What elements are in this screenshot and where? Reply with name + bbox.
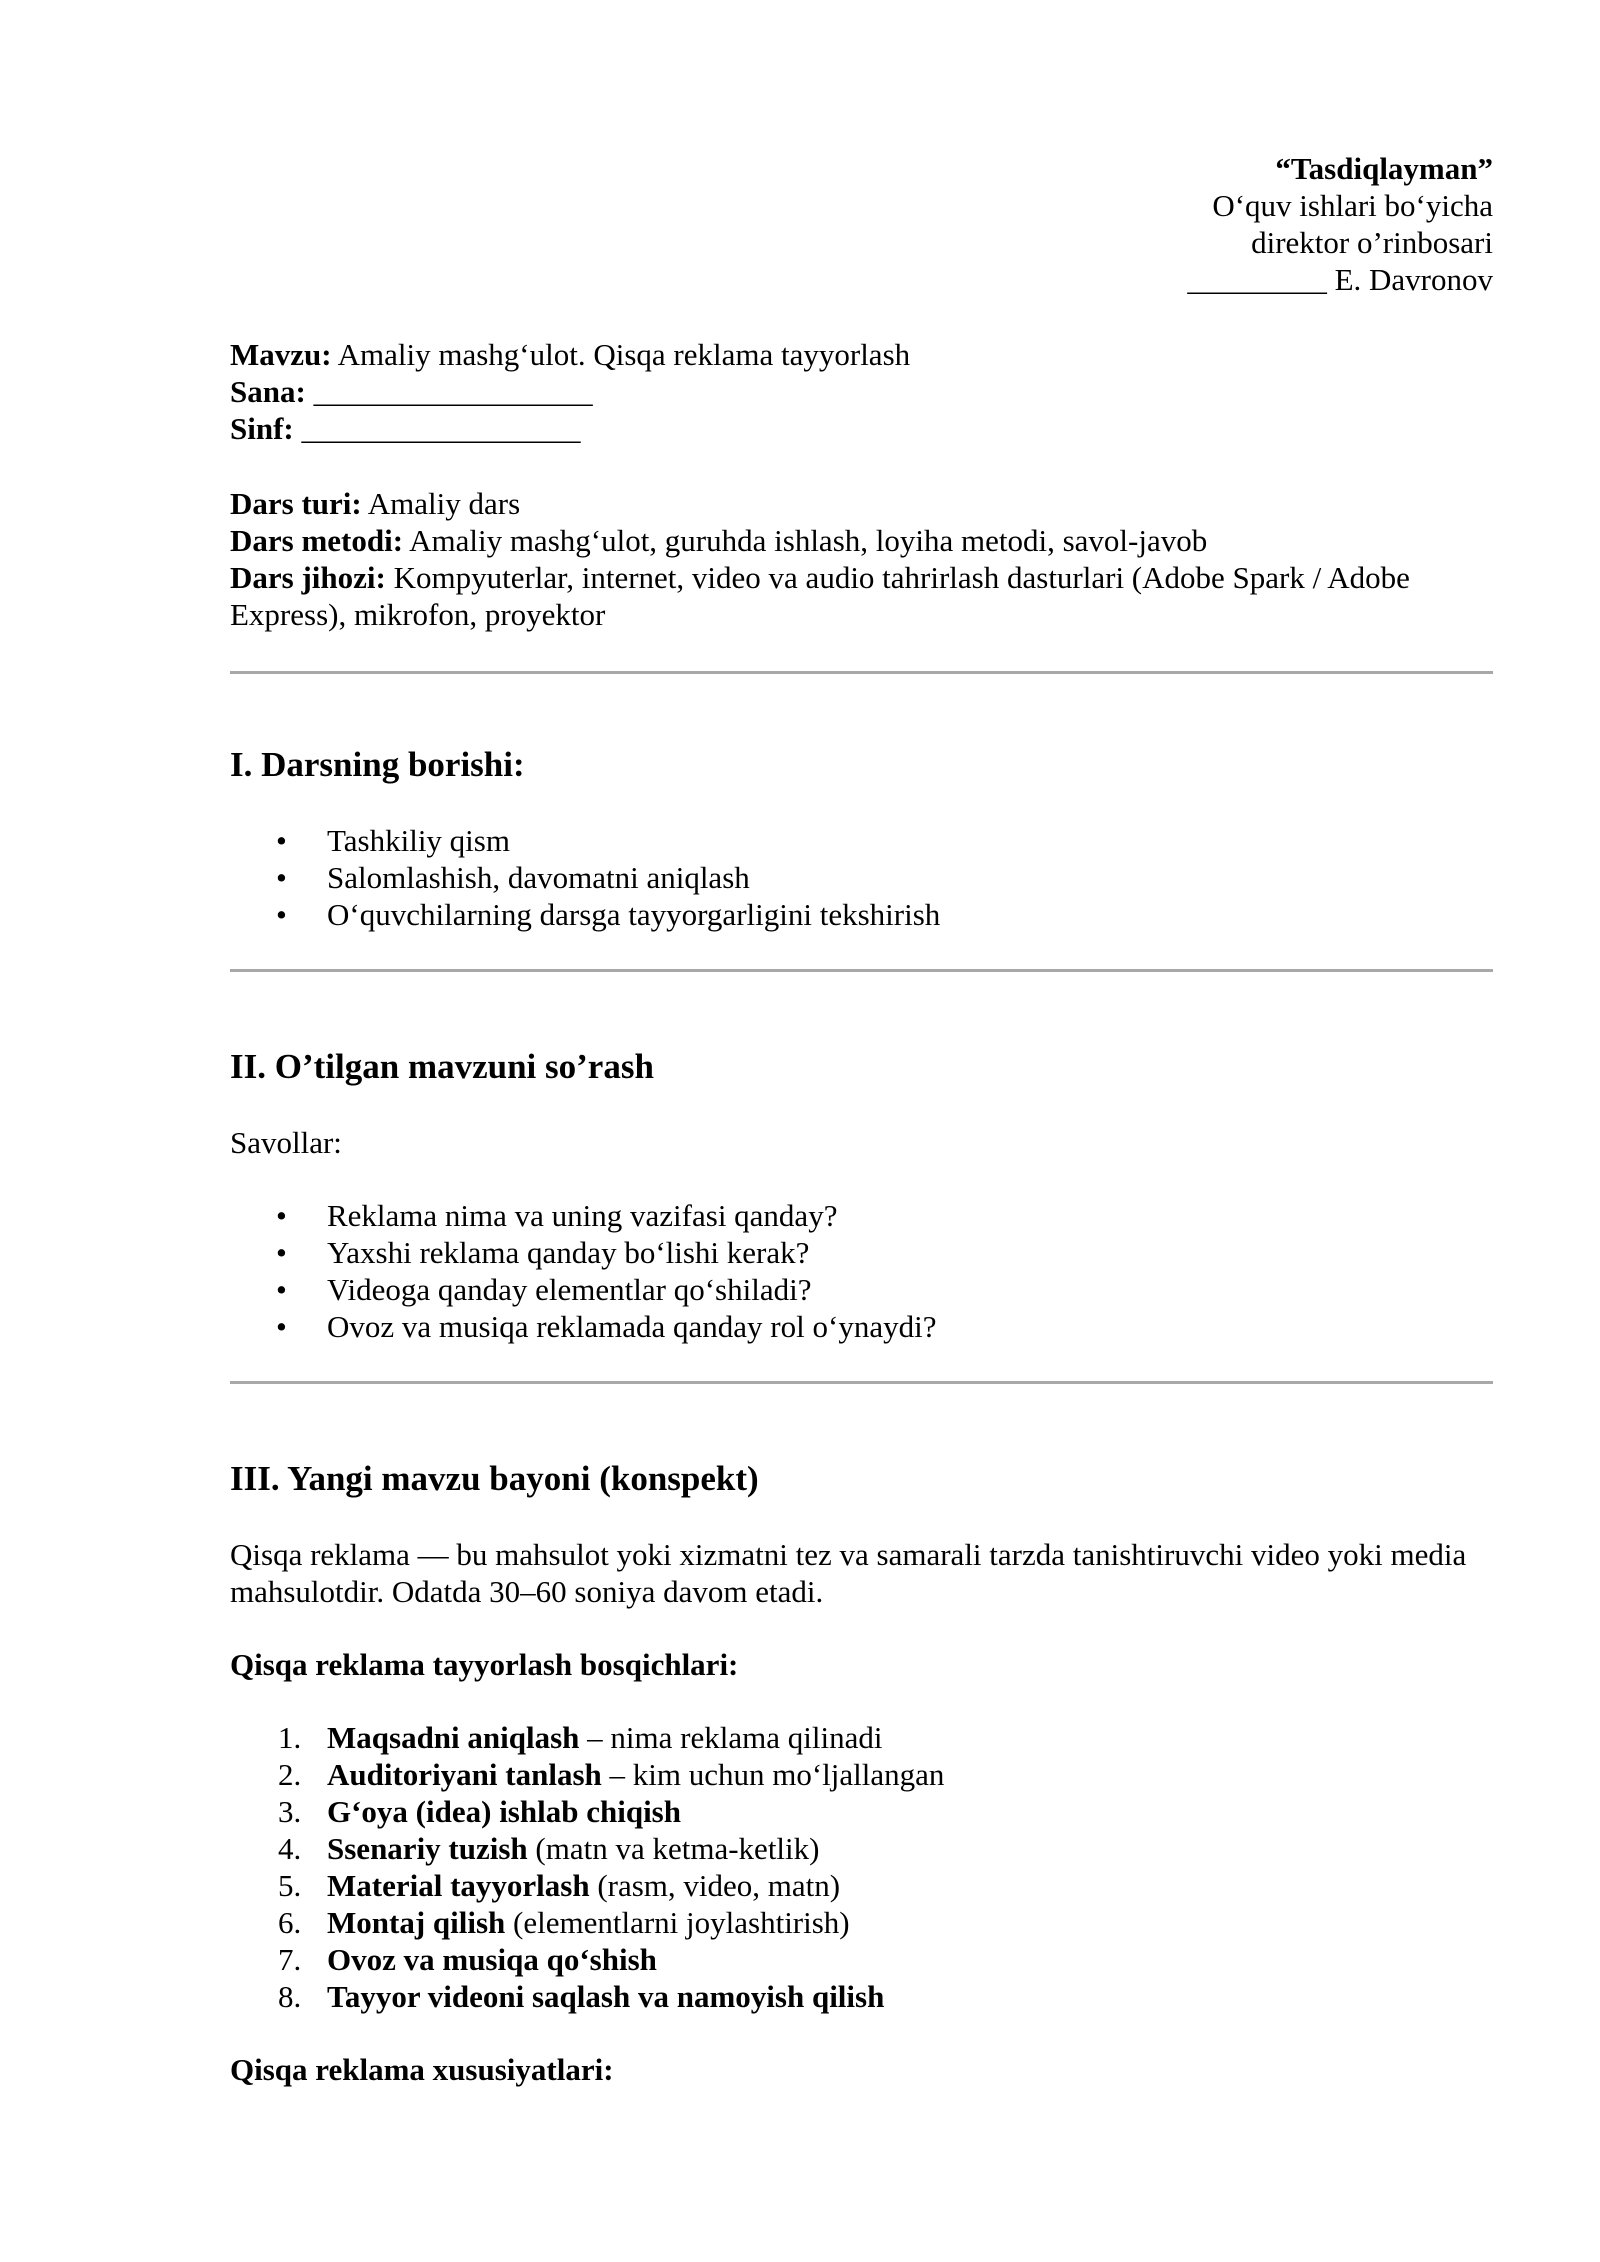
approval-signature: _________ E. Davronov <box>1187 262 1493 297</box>
features-title: Qisqa reklama xususiyatlari: <box>230 2052 614 2087</box>
approval-line-1: O‘quv ishlari bo‘yicha <box>1212 188 1493 223</box>
sana-label: Sana: <box>230 374 306 409</box>
list-item-text: Salomlashish, davomatni aniqlash <box>327 860 750 895</box>
bullet-icon: • <box>276 897 287 932</box>
bullet-icon: • <box>276 860 287 895</box>
step-bold: Maqsadni aniqlash <box>327 1720 580 1755</box>
dars-metodi-value: Amaliy mashg‘ulot, guruhda ishlash, loyiha metodi, savol-javob <box>403 523 1208 558</box>
dars-turi-value: Amaliy dars <box>361 486 521 521</box>
list-item <box>230 859 1493 896</box>
section-2-title: II. O’tilgan mavzuni so’rash <box>230 1047 654 1086</box>
step-bold: Material tayyorlash <box>327 1868 590 1903</box>
sinf-label: Sinf: <box>230 411 294 446</box>
list-item <box>230 896 1493 933</box>
step-item <box>230 1719 1493 1756</box>
lesson-info <box>230 485 1493 633</box>
list-item <box>230 1308 1493 1345</box>
list-item-text: Reklama nima va uning vazifasi qanday? <box>327 1198 838 1233</box>
step-bold: Ovoz va musiqa qo‘shish <box>327 1942 657 1977</box>
step-number: 4. <box>278 1831 302 1866</box>
approval-title: “Tasdiqlayman” <box>1275 151 1493 186</box>
sana-row <box>230 373 1493 410</box>
list-item <box>230 822 1493 859</box>
sinf-value: __________________ <box>293 411 581 446</box>
approval-block <box>230 150 1493 298</box>
dars-turi-label: Dars turi: <box>230 486 362 521</box>
dars-metodi-row <box>230 522 1493 559</box>
divider <box>230 671 1493 674</box>
step-rest: – kim uchun mo‘ljallangan <box>601 1757 945 1792</box>
step-number: 2. <box>278 1757 302 1792</box>
step-number: 6. <box>278 1905 302 1940</box>
dars-jihozi-label: Dars jihozi: <box>230 560 386 595</box>
dars-turi-row <box>230 485 1493 522</box>
list-item <box>230 1271 1493 1308</box>
step-item <box>230 1941 1493 1978</box>
section-2-intro: Savollar: <box>230 1125 342 1160</box>
bullet-icon: • <box>276 823 287 858</box>
step-number: 1. <box>278 1720 302 1755</box>
sinf-row <box>230 410 1493 447</box>
step-number: 7. <box>278 1942 302 1977</box>
section-3-title: III. Yangi mavzu bayoni (konspekt) <box>230 1459 759 1498</box>
bullet-icon: • <box>276 1198 287 1233</box>
bullet-icon: • <box>276 1235 287 1270</box>
dars-jihozi-row <box>230 559 1493 633</box>
step-bold: Montaj qilish <box>327 1905 506 1940</box>
step-rest: (matn va ketma-ketlik) <box>527 1831 820 1866</box>
step-item <box>230 1756 1493 1793</box>
section-2-list <box>230 1197 1493 1345</box>
step-item <box>230 1867 1493 1904</box>
step-bold: Ssenariy tuzish <box>327 1831 528 1866</box>
step-item <box>230 1978 1493 2015</box>
step-number: 3. <box>278 1794 302 1829</box>
list-item-text: Yaxshi reklama qanday bo‘lishi kerak? <box>327 1235 810 1270</box>
section-3-paragraph: Qisqa reklama — bu mahsulot yoki xizmatni tez va samarali tarzda tanishtiruvchi video yoki media mahsulotdir. Odatda 30–60 soniya davom etadi. <box>230 1537 1467 1609</box>
list-item-text: Videoga qanday elementlar qo‘shiladi? <box>327 1272 812 1307</box>
section-1-title: I. Darsning borishi: <box>230 745 525 784</box>
approval-line-2: direktor o’rinbosari <box>1251 225 1493 260</box>
section-1-list <box>230 822 1493 933</box>
step-item <box>230 1830 1493 1867</box>
mavzu-row <box>230 336 1493 373</box>
step-bold: Auditoriyani tanlash <box>327 1757 602 1792</box>
step-rest: – nima reklama qilinadi <box>579 1720 883 1755</box>
dars-metodi-label: Dars metodi: <box>230 523 404 558</box>
steps-list <box>230 1719 1493 2015</box>
step-bold: Tayyor videoni saqlash va namoyish qilish <box>327 1979 885 2014</box>
step-rest: (rasm, video, matn) <box>589 1868 841 1903</box>
mavzu-value: Amaliy mashg‘ulot. Qisqa reklama tayyorlash <box>331 337 911 372</box>
step-rest: (elementlarni joylashtirish) <box>505 1905 850 1940</box>
step-number: 5. <box>278 1868 302 1903</box>
list-item-text: Ovoz va musiqa reklamada qanday rol o‘ynaydi? <box>327 1309 937 1344</box>
document-page <box>230 150 1493 2088</box>
mavzu-label: Mavzu: <box>230 337 332 372</box>
list-item <box>230 1234 1493 1271</box>
list-item-text: O‘quvchilarning darsga tayyorgarligini tekshirish <box>327 897 941 932</box>
divider <box>230 1381 1493 1384</box>
list-item <box>230 1197 1493 1234</box>
bullet-icon: • <box>276 1309 287 1344</box>
dars-jihozi-value: Kompyuterlar, internet, video va audio tahrirlash dasturlari (Adobe Spark / Adobe Express), mikrofon, proyektor <box>230 560 1410 632</box>
lesson-meta <box>230 336 1493 447</box>
divider <box>230 969 1493 972</box>
sana-value: __________________ <box>305 374 593 409</box>
steps-title: Qisqa reklama tayyorlash bosqichlari: <box>230 1647 739 1682</box>
step-item <box>230 1904 1493 1941</box>
step-bold: G‘oya (idea) ishlab chiqish <box>327 1794 681 1829</box>
step-item <box>230 1793 1493 1830</box>
step-number: 8. <box>278 1979 302 2014</box>
bullet-icon: • <box>276 1272 287 1307</box>
list-item-text: Tashkiliy qism <box>327 823 510 858</box>
